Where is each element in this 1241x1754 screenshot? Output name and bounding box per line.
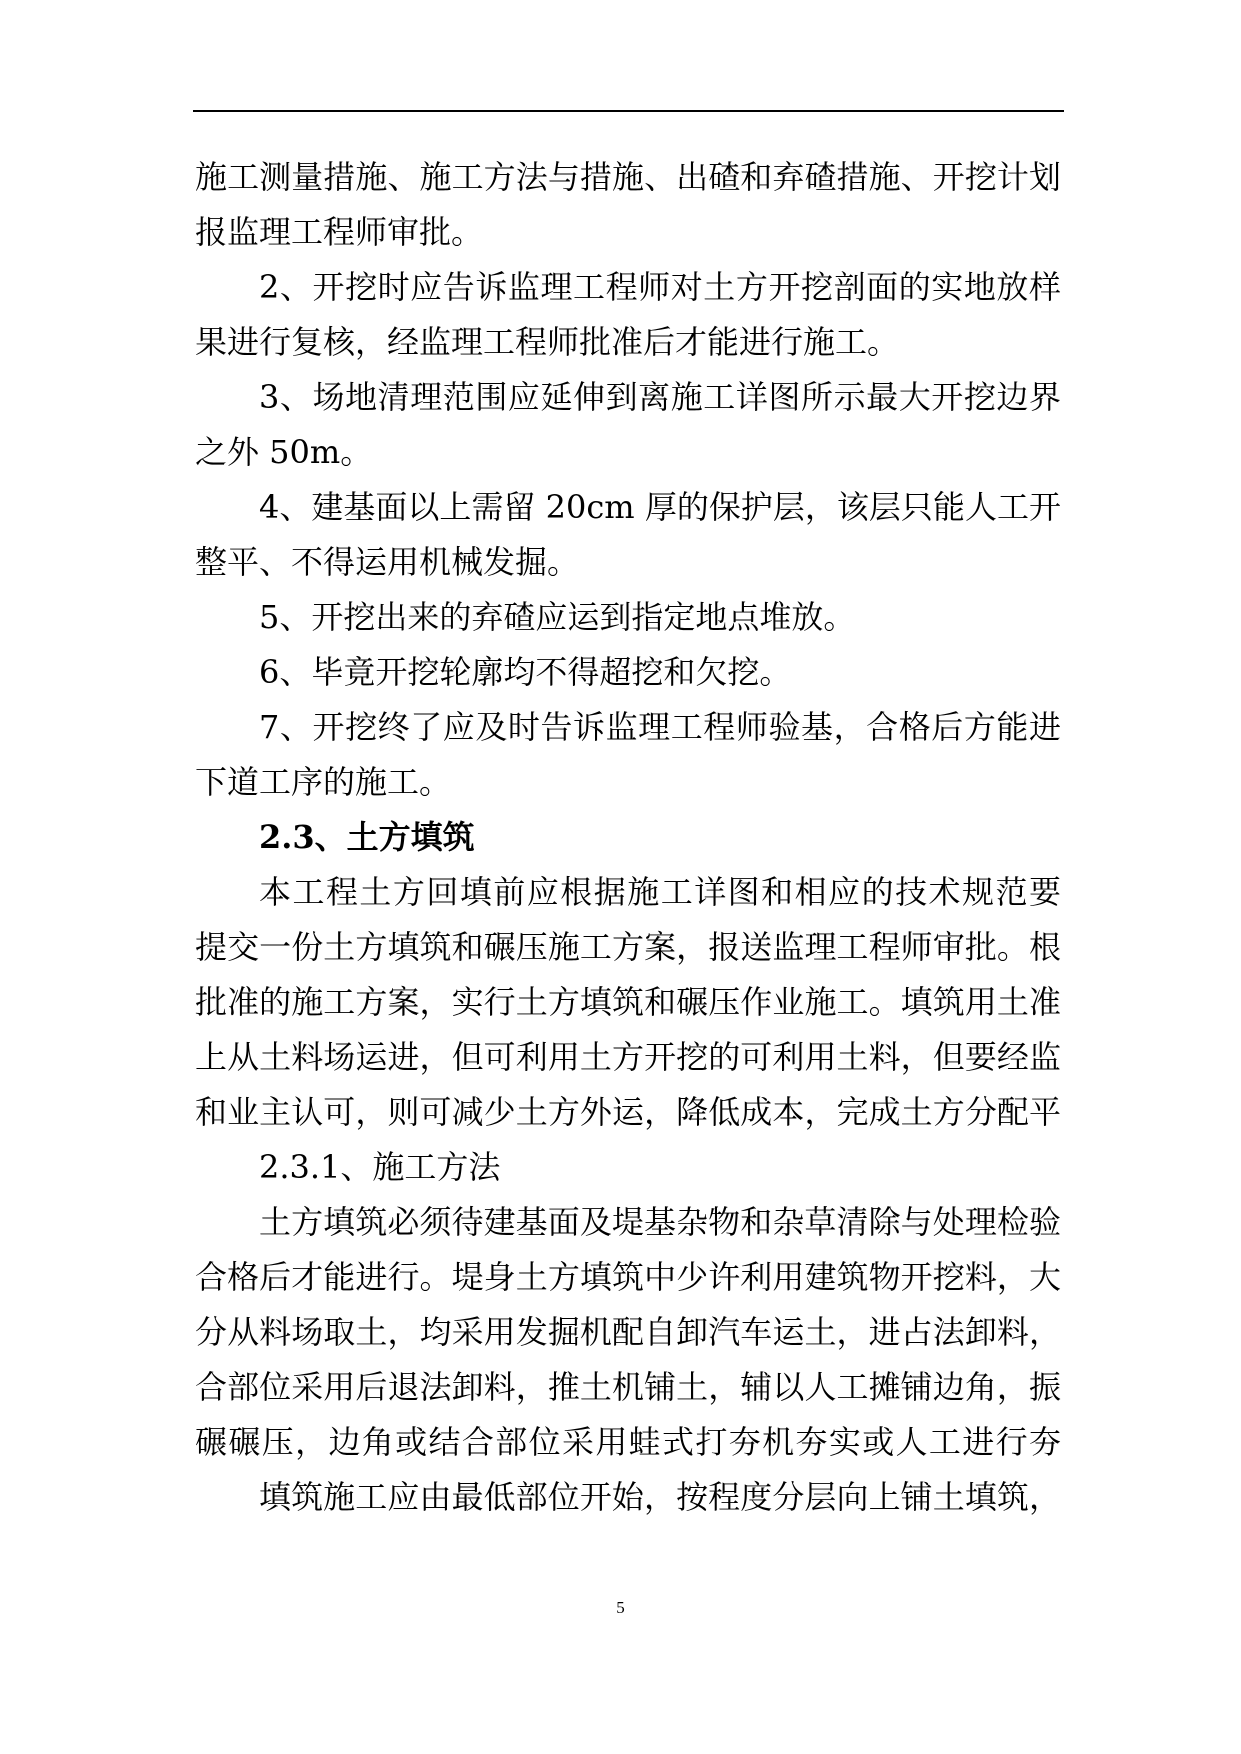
text-line: 报监理工程师审批。 (195, 213, 484, 251)
list-item-3: 3、场地清理范围应延伸到离施工详图所示最大开挖边界 (259, 378, 1061, 416)
text-line: 整平、不得运用机械发掘。 (195, 543, 580, 581)
text-line: 之外 50m。 (195, 433, 373, 471)
paragraph-line: 批准的施工方案，实行土方填筑和碾压作业施工。填筑用土准 (195, 983, 1061, 1021)
body-text (195, 150, 1061, 1525)
paragraph-line: 碾碾压，边角或结合部位采用蛙式打夯机夯实或人工进行夯 (195, 1423, 1061, 1461)
subsection-heading: 2.3.1、施工方法 (259, 1148, 501, 1186)
page-number: 5 (616, 1598, 625, 1617)
text-line: 施工测量措施、施工方法与措施、出碴和弃碴措施、开挖计划 (195, 158, 1061, 196)
list-item-2: 2、开挖时应告诉监理工程师对土方开挖剖面的实地放样 (259, 268, 1061, 306)
paragraph-line: 填筑施工应由最低部位开始，按程度分层向上铺土填筑， (259, 1478, 1061, 1516)
section-heading: 2.3、土方填筑 (259, 818, 475, 856)
text-line: 果进行复核，经监理工程师批准后才能进行施工。 (195, 323, 900, 361)
paragraph-line: 本工程土方回填前应根据施工详图和相应的技术规范要 (259, 873, 1061, 911)
paragraph-line: 合部位采用后退法卸料，推土机铺土，辅以人工摊铺边角，振 (195, 1368, 1061, 1406)
paragraph-line: 合格后才能进行。堤身土方填筑中少许利用建筑物开挖料，大 (195, 1258, 1061, 1296)
paragraph-line: 上从土料场运进，但可利用土方开挖的可利用土料，但要经监 (195, 1038, 1061, 1076)
header-rule (193, 110, 1064, 112)
paragraph-line: 土方填筑必须待建基面及堤基杂物和杂草清除与处理检验 (259, 1203, 1061, 1241)
list-item-5: 5、开挖出来的弃碴应运到指定地点堆放。 (259, 598, 856, 636)
list-item-7: 7、开挖终了应及时告诉监理工程师验基，合格后方能进 (259, 708, 1061, 746)
paragraph-line: 提交一份土方填筑和碾压施工方案，报送监理工程师审批。根 (195, 928, 1061, 966)
list-item-4: 4、建基面以上需留 20cm 厚的保护层，该层只能人工开 (259, 488, 1061, 526)
paragraph-line: 和业主认可，则可减少土方外运，降低成本，完成土方分配平 (195, 1093, 1061, 1131)
list-item-6: 6、毕竟开挖轮廓均不得超挖和欠挖。 (259, 653, 792, 691)
text-line: 下道工序的施工。 (195, 763, 452, 801)
paragraph-line: 分从料场取土，均采用发掘机配自卸汽车运土，进占法卸料， (195, 1313, 1061, 1351)
